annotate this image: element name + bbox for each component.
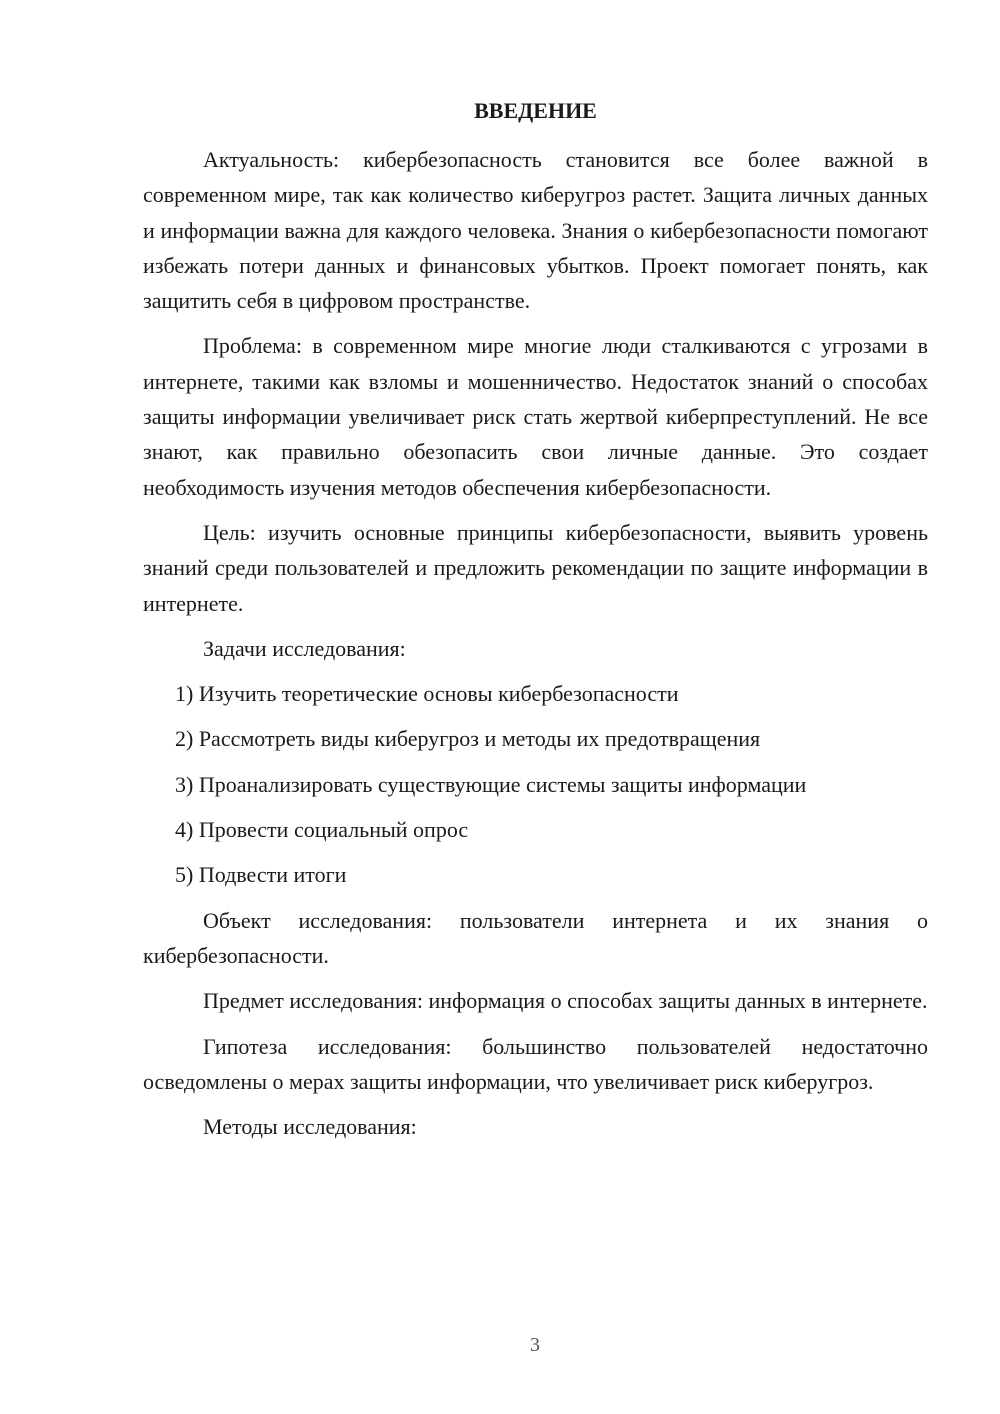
list-item: 1) Изучить теоретические основы кибербезопасности	[175, 681, 679, 707]
goal-paragraph: Цель: изучить основные принципы кибербезопасности, выявить уровень знаний среди пользователей и предложить рекомендации по защите информации в интернете.	[143, 519, 928, 616]
problem-paragraph: Проблема: в современном мире многие люди сталкиваются с угрозами в интернете, такими как взломы и мошенничество. Недостаток знаний о способах защиты информации увеличивает риск стать жертвой киберпреступлений. Не все знают, как правильно обезопасить свои личные данные. Это создает необходимость изучения методов обеспечения кибербезопасности.	[143, 333, 928, 500]
subject-paragraph: Предмет исследования: информация о способах защиты данных в интернете.	[203, 988, 928, 1014]
list-item: 5) Подвести итоги	[175, 862, 347, 888]
list-item: 3) Проанализировать существующие системы защиты информации	[175, 771, 807, 797]
list-item: 2) Рассмотреть виды киберугроз и методы их предотвращения	[175, 726, 761, 752]
methods-heading: Методы исследования:	[203, 1114, 417, 1140]
list-item: 4) Провести социальный опрос	[175, 817, 469, 843]
tasks-list	[143, 676, 928, 892]
relevance-paragraph: Актуальность: кибербезопасность становится все более важной в современном мире, так как количество киберугроз растет. Защита личных данных и информации важна для каждого человека. Знания о кибербезопасности помогают избежать потери данных и финансовых убытков. Проект помогает понять, как защитить себя в цифровом пространстве.	[143, 147, 928, 314]
page-title: ВВЕДЕНИЕ	[474, 98, 597, 123]
object-paragraph: Объект исследования: пользователи интернета и их знания о кибербезопасности.	[143, 907, 928, 968]
body-text	[143, 142, 928, 1154]
tasks-heading: Задачи исследования:	[203, 635, 406, 661]
page-number: 3	[530, 1334, 540, 1356]
hypothesis-paragraph: Гипотеза исследования: большинство пользователей недостаточно осведомлены о мерах защиты информации, что увеличивает риск киберугроз.	[143, 1033, 928, 1094]
